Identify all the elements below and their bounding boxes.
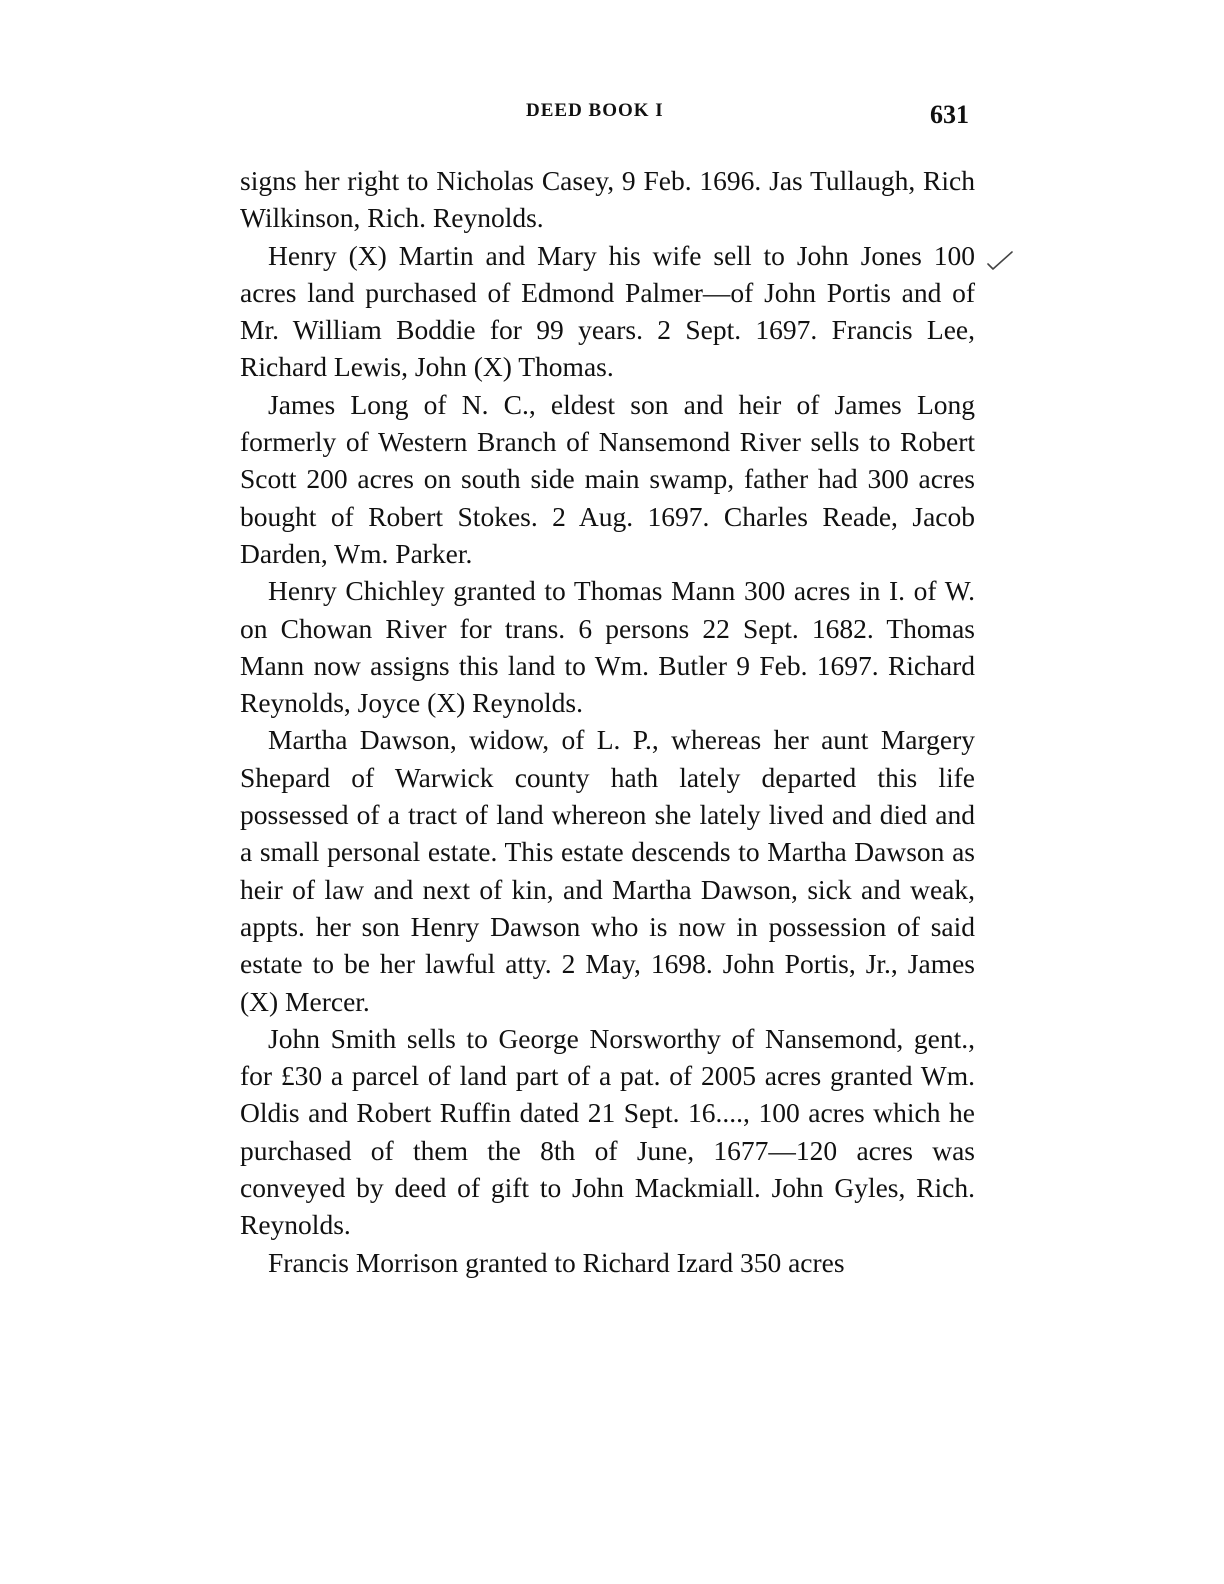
paragraph-morrison-to-izard: Francis Morrison granted to Richard Izard 350 acres	[268, 1246, 845, 1278]
body-text	[240, 162, 975, 1281]
paragraph-chichley-to-mann: Henry Chichley granted to Thomas Mann 300 acres in I. of W. on Chowan River for trans. 6 persons 22 Sept. 1682. Thomas Mann now assigns this land to Wm. Butler 9 Feb. 1697. Richard Reynolds, Joyce (X) Reynolds.	[240, 575, 975, 719]
running-head: DEED BOOK I	[526, 100, 664, 121]
check-mark-icon	[985, 248, 1015, 274]
page-number: 631	[930, 100, 969, 129]
paragraph-continuation: signs her right to Nicholas Casey, 9 Feb. 1696. Jas Tullaugh, Rich Wilkinson, Rich. Reynolds.	[240, 165, 975, 234]
paragraph-smith-to-norsworthy: John Smith sells to George Norsworthy of Nansemond, gent., for £30 a parcel of land part of a pat. of 2005 acres granted Wm. Oldis and Robert Ruffin dated 21 Sept. 16...., 100 acres which he purchased of them the 8th of June, 1677—120 acres was conveyed by deed of gift to John Mackmiall. John Gyles, Rich. Reynolds.	[240, 1022, 975, 1241]
paragraph-long-to-scott: James Long of N. C., eldest son and heir of James Long formerly of Western Branch of Nansemond River sells to Robert Scott 200 acres on south side main swamp, father had 300 acres bought of Robert Stokes. 2 Aug. 1697. Charles Reade, Jacob Darden, Wm. Parker.	[240, 388, 975, 569]
paragraph-martin-to-jones: Henry (X) Martin and Mary his wife sell to John Jones 100 acres land purchased of Edmond Palmer—of John Portis and of Mr. William Boddie for 99 years. 2 Sept. 1697. Francis Lee, Richard Lewis, John (X) Thomas.	[240, 239, 975, 383]
paragraph-martha-dawson: Martha Dawson, widow, of L. P., whereas her aunt Margery Shepard of Warwick county hath lately departed this life possessed of a tract of land whereon she lately lived and died and a small personal estate. This estate descends to Martha Dawson as heir of law and next of kin, and Martha Dawson, sick and weak, appts. her son Henry Dawson who is now in possession of said estate to be her lawful atty. 2 May, 1698. John Portis, Jr., James (X) Mercer.	[240, 724, 975, 1017]
